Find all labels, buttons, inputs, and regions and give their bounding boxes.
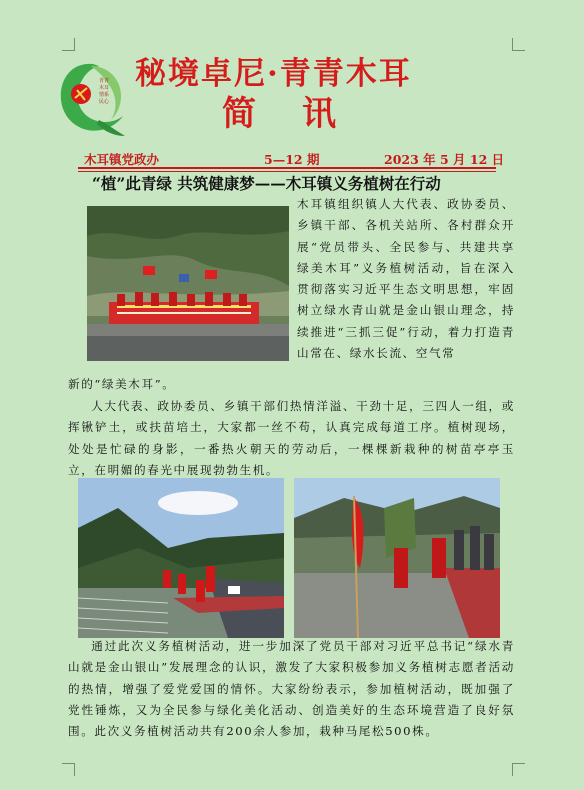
crop-mark-bottom-left (62, 763, 75, 776)
issue-number: 5—12 期 (264, 152, 320, 167)
svg-text:民心: 民心 (99, 99, 110, 105)
article-paragraph-1: 木耳镇组织镇人大代表、政协委员、乡镇干部、各机关站所、各村群众开展“党员带头、全民参与、共建共享绿美木耳”义务植树活动，旨在深入贯彻落实习近平生态文明思想，牢固树立绿水青山就是金山银山理念，持续推进“三抓三促”行动，着力打造青山常在、绿水长流、空气常 (297, 197, 515, 361)
crop-mark-top-left (62, 38, 75, 51)
issue-date: 2023 年 5 月 12 日 (384, 152, 505, 167)
svg-text:木耳: 木耳 (99, 85, 110, 91)
article-headline: “植”此青绿 共筑健康梦——木耳镇义务植树在行动 (92, 174, 441, 193)
crop-mark-top-right (512, 38, 525, 51)
roadside-planting-photo (78, 478, 284, 638)
newsletter-title: 秘境卓尼·青青木耳 (135, 56, 412, 92)
volunteers-planting-photo (294, 478, 500, 638)
article-paragraph-1-end: 新的“绿美木耳”。 (68, 377, 176, 391)
group-photo (87, 206, 289, 361)
article-paragraph-3: 通过此次义务植树活动，进一步加深了党员干部对习近平总书记“绿水青山就是金山银山”发展理念的认识，激发了大家积极参加义务植树志愿者活动的热情，增强了爱党爱国的情怀。大家纷纷表示，参加植树活动，既加强了党性锤炼，又为全民参与绿化美化活动、创造美好的生态环境营造了良好氛围。此次义务植树活动共有200余人参加，栽种马尾松500株。 (68, 639, 515, 739)
crop-mark-bottom-right (512, 763, 525, 776)
newsletter-subtitle: 简讯 (222, 94, 382, 134)
svg-text:青青: 青青 (99, 78, 110, 84)
article-paragraph-2: 人大代表、政协委员、乡镇干部们热情洋溢、干劲十足，三四人一组，或挥锹铲土，或扶苗培土，大家都一丝不苟，认真完成每道工序。植树现场，处处是忙碌的身影，一番热火朝天的劳动后，一棵棵新栽种的树苗亭亭玉立，在明媚的春光中展现勃勃生机。 (68, 399, 515, 477)
svg-text:情系: 情系 (99, 92, 110, 98)
issuing-office: 木耳镇党政办 (84, 152, 160, 167)
header-rule-thick (78, 167, 496, 169)
party-logo-icon (55, 58, 129, 138)
